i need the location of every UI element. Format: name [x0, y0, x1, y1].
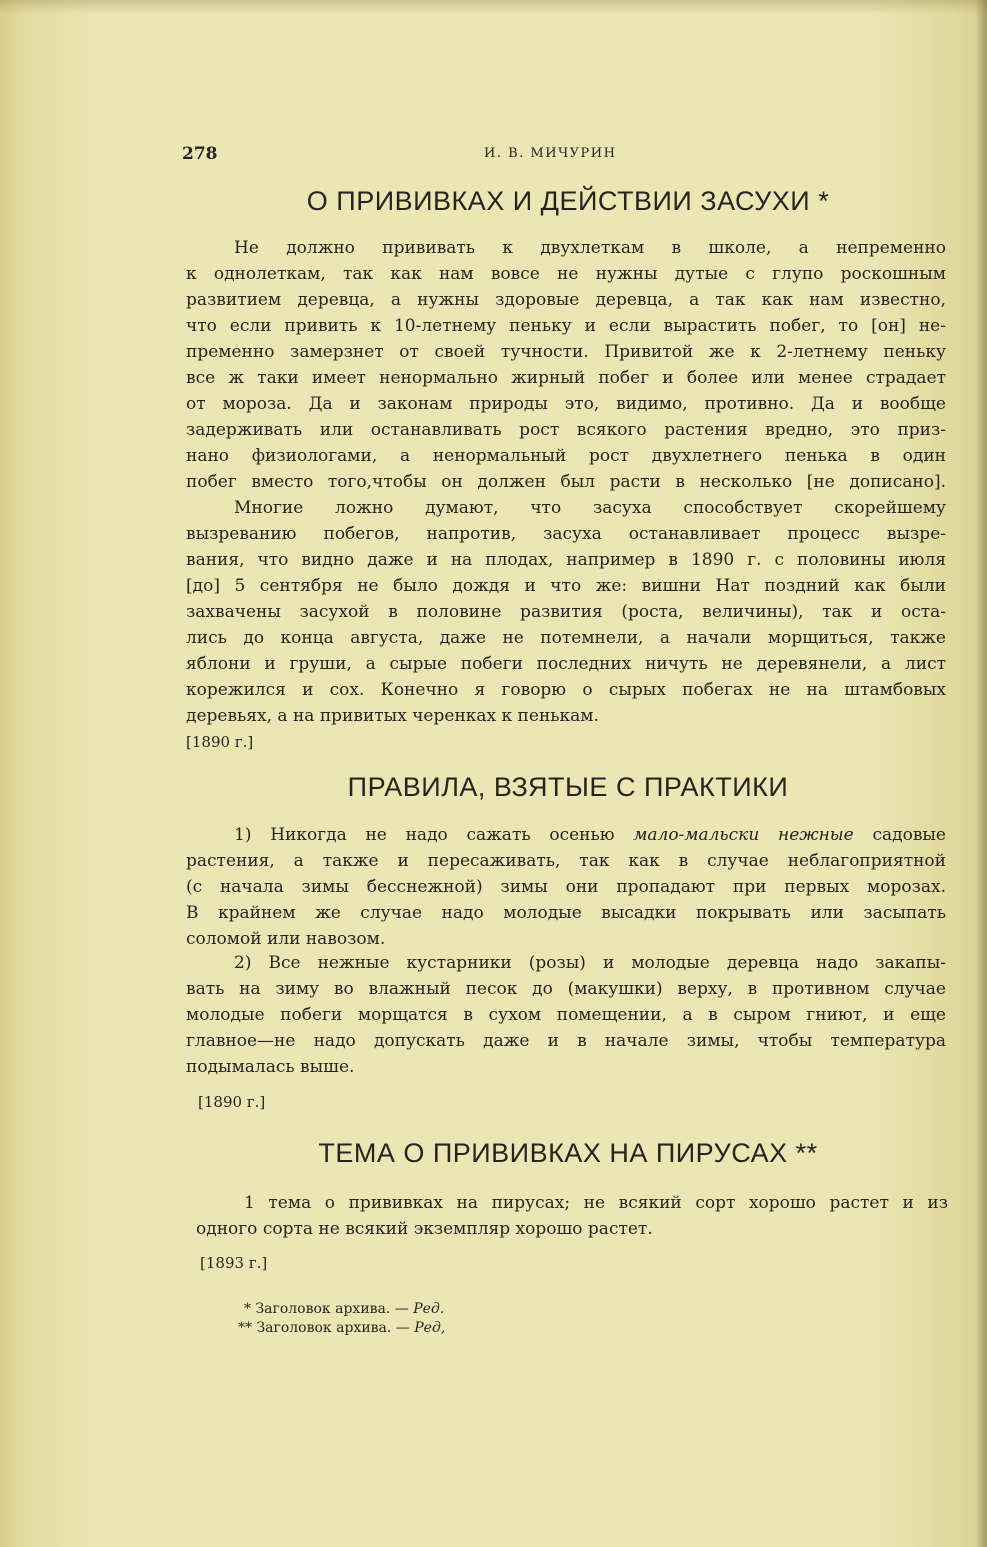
section1-date: [1890 г.] — [186, 733, 254, 751]
text-line: нано физиологами, а ненормальный рост двухлетнего пенька в один — [186, 446, 946, 466]
text-line: Не должно прививать к двухлеткам в школе, а непременно — [234, 238, 946, 258]
text-line: растения, а также и пересаживать, так как в случае неблагоприятной — [186, 851, 946, 871]
text-line: корежился и сох. Конечно я говорю о сырых побегах не на штамбовых — [186, 680, 946, 700]
text-line: задерживать или останавливать рост всякого растения вредно, это приз- — [186, 420, 946, 440]
footnote-mark: ** — [238, 1320, 252, 1336]
text-line: деревьях, а на привитых черенках к пенькам. — [186, 706, 599, 726]
section2-date: [1890 г.] — [198, 1093, 266, 1111]
text-line: 1 тема о прививках на пирусах; не всякий сорт хорошо растет и из — [244, 1193, 948, 1213]
rule-2 — [186, 950, 946, 1080]
footnote-editor: Ред. — [413, 1301, 445, 1317]
text-line: пременно замерзнет от своей тучности. Привитой же к 2-летнему пеньку — [186, 342, 946, 362]
text-line: захвачены засухой в половине развития (роста, величины), так и оста- — [186, 602, 946, 622]
text-line: [до] 5 сентября не было дождя и что же: вишни Нат поздний как были — [186, 576, 946, 596]
text-line: от мороза. Да и законам природы это, видимо, противно. Да и вообще — [186, 394, 946, 414]
text-line: лись до конца августа, даже не потемнели, а начали морщиться, также — [186, 628, 946, 648]
section3-date: [1893 г.] — [200, 1254, 268, 1272]
section-title-practice-rules: ПРАВИЛА, ВЗЯТЫЕ С ПРАКТИКИ — [347, 772, 789, 802]
rule-1 — [186, 822, 946, 952]
footnote-text: Заголовок архива. — — [256, 1320, 410, 1336]
running-head — [182, 144, 942, 166]
text-line: яблони и груши, а сырые побеги последних ничуть не деревянели, а лист — [186, 654, 946, 674]
text-line: развитием деревца, а нужны здоровые деревца, а так как нам известно, — [186, 290, 946, 310]
running-title: И. В. МИЧУРИН — [484, 146, 617, 161]
text-line: главное—не надо допускать даже и в начале зимы, чтобы температура — [186, 1031, 946, 1051]
page-number: 278 — [182, 144, 218, 164]
text-line: что если привить к 10-летнему пеньку и если вырастить побег, то [он] не- — [186, 316, 946, 336]
section3-paragraph — [196, 1190, 948, 1242]
section1-paragraph-2 — [186, 495, 946, 729]
text-line: (с начала зимы бесснежной) зимы они пропадают при первых морозах. — [186, 877, 946, 897]
page-edge-shading — [975, 0, 987, 1547]
rule1-italic-phrase: мало-мальски нежные — [633, 825, 854, 845]
text-line: к однолеткам, так как нам вовсе не нужны дутые с глупо роскошным — [186, 264, 946, 284]
section1-paragraph-1 — [186, 235, 946, 495]
text-line: Многие ложно думают, что засуха способствует скорейшему — [234, 498, 946, 518]
text-line: молодые побеги морщатся в сухом помещении, а в сыром гниют, и еще — [186, 1005, 946, 1025]
text-line: В крайнем же случае надо молодые высадки покрывать или засыпать — [186, 903, 946, 923]
text-line: одного сорта не всякий экземпляр хорошо растет. — [196, 1219, 653, 1239]
footnote-mark: * — [244, 1301, 251, 1317]
text-line: побег вместо того,чтобы он должен был расти в несколько [не дописано]. — [186, 472, 946, 492]
text-line: вать на зиму во влажный песок до (макушки) верху, в противном случае — [186, 979, 946, 999]
text-line: подымалась выше. — [186, 1057, 355, 1077]
page-top-shading — [0, 0, 987, 14]
text-line: вания, что видно даже и на плодах, например в 1890 г. с половины июля — [186, 550, 946, 570]
section-title-grafting-drought: О ПРИВИВКАХ И ДЕЙСТВИИ ЗАСУХИ * — [306, 186, 830, 216]
text-line: 2) Все нежные кустарники (розы) и молодые деревца надо закапы- — [234, 953, 946, 973]
text-line: вызреванию побегов, напротив, засуха останавливает процесс вызре- — [186, 524, 946, 544]
footnote-1 — [244, 1300, 445, 1319]
footnote-2 — [238, 1319, 445, 1338]
rule1-text-end: садовые — [872, 825, 946, 845]
text-line: соломой или навозом. — [186, 929, 386, 949]
rule1-text-start: 1) Никогда не надо сажать осенью — [234, 825, 615, 845]
footnote-text: Заголовок архива. — — [255, 1301, 409, 1317]
section-title-pirus-grafting: ТЕМА О ПРИВИВКАХ НА ПИРУСАХ ** — [318, 1138, 818, 1168]
footnote-editor: Ред, — [414, 1320, 446, 1336]
text-line: все ж таки имеет ненормально жирный побег и более или менее страдает — [186, 368, 946, 388]
footnotes — [238, 1300, 446, 1338]
text-line — [186, 822, 946, 848]
